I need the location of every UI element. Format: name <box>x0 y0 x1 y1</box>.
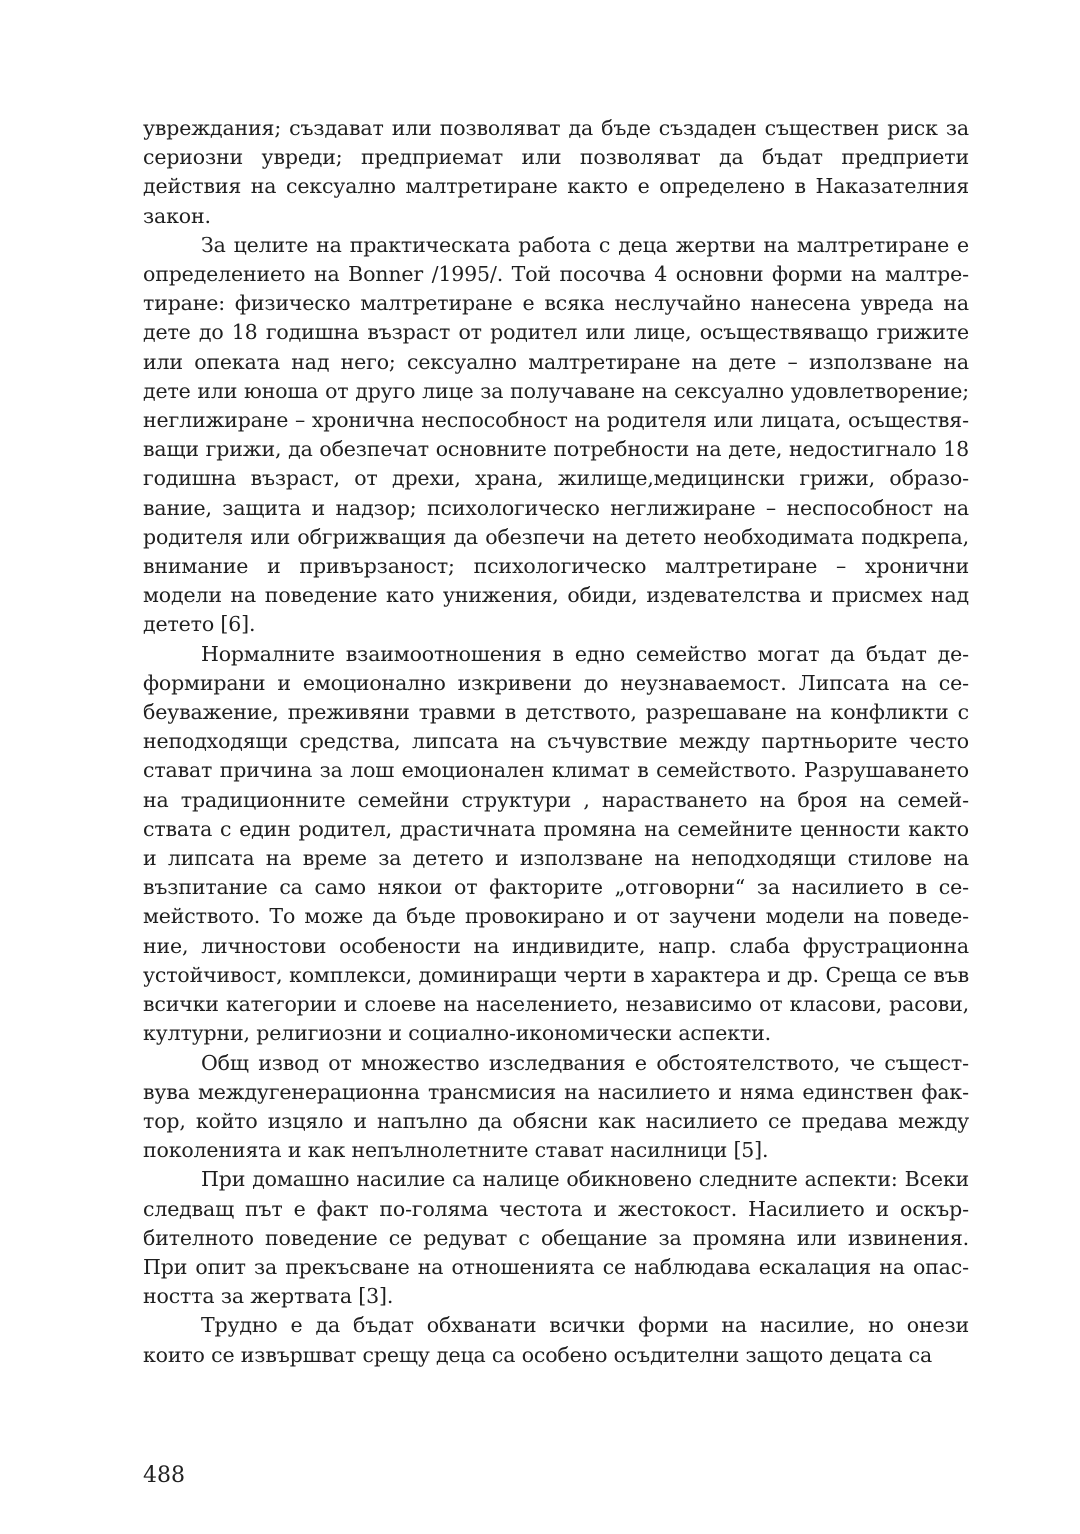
paragraph-domestic-violence: При домашно насилие са налице обикновено следните аспекти: Всеки следващ път е факт по-голяма честота и жестокост. Насилието и оскърбителното поведение се редуват с обещание за промяна или извинения. При опит за прекъсване на отношенията се наблюдава ескалация на опасността за жертвата [3]. <box>143 1167 969 1309</box>
page-number: 488 <box>143 1463 185 1488</box>
paragraph-definition-bonner: За целите на практическата работа с деца жертви на малтретиране е определението на Bonner /1995/. Той посочва 4 основни форми на малтретиране: физическо малтретиране е всяка неслучайно нанесена увреда на дете до 18 годишна възраст от родител или лице, осъществяващо грижите или опеката над него; сексуално малтретиране на дете – използване на дете или юноша от друго лице за получаване на сексуално удовлетворение; неглижиране – хронична неспособност на родителя или лицата, осъществяващи грижи, да обезпечат основните потребности на дете, недостигнало 18 годишна възраст, от дрехи, храна, жилище,медицински грижи, образование, защита и надзор; психологическо неглижиране – неспособност на родителя или обгрижващия да обезпечи на детето необходимата подкрепа, внимание и привързаност; психологическо малтретиране – хронични модели на поведение като унижения, обиди, издевателства и присмех над детето [6]. <box>143 232 969 637</box>
paragraph-intergenerational: Общ извод от множество изследвания е обстоятелството, че съществува междугенерационна трансмисия на насилието и няма единствен фактор, който изцяло и напълно да обясни как насилието се предава между поколенията и как непълнолетните стават насилници [5]. <box>143 1050 969 1163</box>
paragraph-forms-of-violence: Трудно е да бъдат обхванати всички форми на насилие, но онези които се извършват срещу деца са особено осъдителни защото децата са <box>143 1313 969 1367</box>
body-text <box>143 114 969 1370</box>
paragraph-family-relations: Нормалните взаимоотношения в едно семейство могат да бъдат деформирани и емоционално изкривени до неузнаваемост. Липсата на себеуважение, преживяни травми в детството, разрешаване на конфликти с неподходящи средства, липсата на съчувствие между партньорите често стават причина за лош емоционален климат в семейството. Разрушаването на традиционните семейни структури , нарастването на броя на семействата с един родител, драстичната промяна на семейните ценности както и липсата на време за детето и използване на неподходящи стилове на възпитание са само някои от факторите „отговорни“ за насилието в семейството. То може да бъде провокирано и от заучени модели на поведение, личностови особености на индивидите, напр. слаба фрустрационна устойчивост, комплекси, доминиращи черти в характера и др. Среща се във всички категории и слоеве на населението, независимо от класови, расови, културни, религиозни и социално-икономически аспекти. <box>143 641 969 1046</box>
paragraph-continuation: увреждания; създават или позволяват да бъде създаден съществен риск за сериозни увреди; предприемат или позволяват да бъдат предприети действия на сексуално малтретиране както е определено в Наказателния закон. <box>143 116 969 228</box>
